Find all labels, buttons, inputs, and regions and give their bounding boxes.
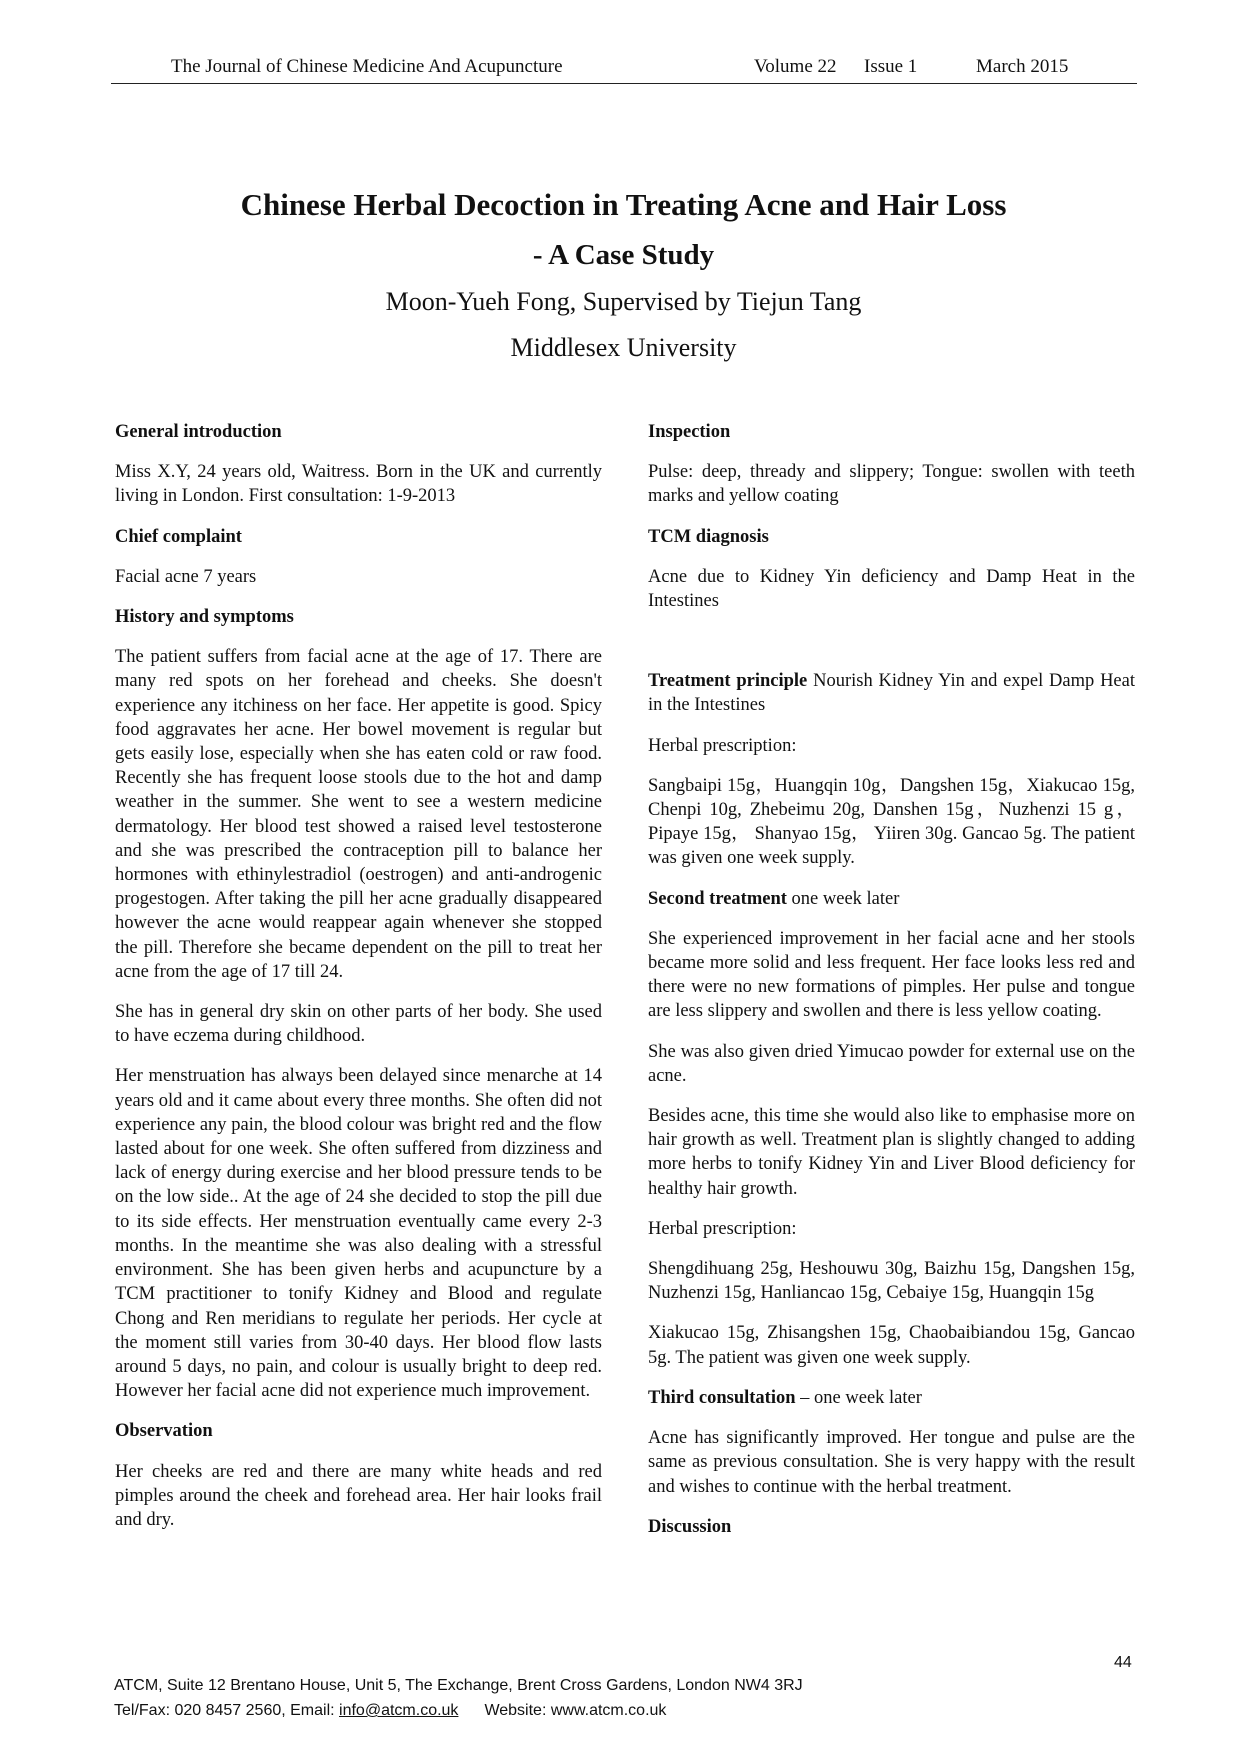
article-subtitle: - A Case Study <box>532 239 715 271</box>
third-consultation-heading <box>648 1386 1135 1410</box>
general-introduction-text: Miss X.Y, 24 years old, Waitress. Born in the UK and currently living in London. First consultation: 1-9-2013 <box>115 462 602 507</box>
footer-contact <box>114 1702 666 1720</box>
footer-email-link[interactable]: info@atcm.co.uk <box>339 1702 459 1719</box>
section-heading-history: History and symptoms <box>115 607 294 628</box>
journal-name: The Journal of Chinese Medicine And Acupuncture <box>171 56 563 77</box>
article-title: Chinese Herbal Decoction in Treating Acne and Hair Loss <box>240 187 1007 222</box>
right-column <box>648 420 1135 1555</box>
herbal-prescription-1: Sangbaipi 15g，Huangqin 10g，Dangshen 15g，Xiakucao 15g, Chenpi 10g, Zhebeimu 20g, Danshen 15g，Nuzhenzi 15 g， Pipaye 15g， Shanyao 15g， Yiiren 30g. Gancao 5g. The patient was given one week supply. <box>648 775 1135 869</box>
observation-text: Her cheeks are red and there are many white heads and red pimples around the cheek and forehead area. Her hair looks frail and dry. <box>115 1461 602 1530</box>
herbal-prescription-2b: Xiakucao 15g, Zhisangshen 15g, Chaobaibiandou 15g, Gancao 5g. The patient was given one week supply. <box>648 1323 1135 1368</box>
herbal-prescription-label-2: Herbal prescription: <box>648 1218 797 1239</box>
section-heading-inspection: Inspection <box>648 422 731 442</box>
treatment-principle <box>648 669 1135 717</box>
tcm-diagnosis-text: Acne due to Kidney Yin deficiency and Damp Heat in the Intestines <box>648 566 1135 612</box>
third-consultation-text: Acne has significantly improved. Her tongue and pulse are the same as previous consultation. She is very happy with the result and wishes to continue with the herbal treatment. <box>648 1428 1135 1497</box>
third-consultation-label-rest: – one week later <box>795 1387 922 1408</box>
second-treatment-paragraph-2: She was also given dried Yimucao powder for external use on the acne. <box>648 1041 1135 1086</box>
footer-address: ATCM, Suite 12 Brentano House, Unit 5, The Exchange, Brent Cross Gardens, London NW4 3RJ <box>114 1677 803 1694</box>
herbal-prescription-label-1: Herbal prescription: <box>648 735 797 756</box>
affiliation: Middlesex University <box>510 333 737 362</box>
history-paragraph-1: The patient suffers from facial acne at the age of 17. There are many red spots on her forehead and cheeks. She doesn't experience any itchiness on her face. Her appetite is good. Spicy food aggravates her acne. Her bowel movement is regular but gets easily lose, especially when she has eaten cold or raw food. Recently she has frequent loose stools due to the hot and damp weather in the summer. She went to see a western medicine dermatology. Her blood test showed a raised level testosterone and she was prescribed the contraception pill to balance her hormones with ethinylestradiol (oestrogen) and anti-androgenic progestogen. After taking the pill her acne gradually disappeared however the acne would reappear again whenever she stopped the pill. Therefore she became dependent on the pill to treat her acne from the age of 17 till 24. <box>115 647 602 982</box>
left-column <box>115 420 602 1548</box>
issue: Issue 1 <box>864 56 918 77</box>
second-treatment-label-rest: one week later <box>786 888 900 909</box>
section-heading-observation: Observation <box>115 1421 213 1442</box>
treatment-principle-label: Treatment principle <box>648 671 808 692</box>
second-treatment-label: Second treatment <box>648 888 787 909</box>
history-paragraph-2: She has in general dry skin on other parts of her body. She used to have eczema during childhood. <box>115 1002 602 1047</box>
volume: Volume 22 <box>754 56 837 77</box>
chief-complaint-text: Facial acne 7 years <box>115 566 257 587</box>
section-heading-general-introduction: General introduction <box>115 422 282 442</box>
history-paragraph-3: Her menstruation has always been delayed since menarche at 14 years old and it came about every three months. She often did not experience any pain, the blood colour was bright red and the flow lasted about for one week. She often suffered from dizziness and lack of energy during exercise and her blood pressure tends to be on the low side.. At the age of 24 she decided to stop the pill due to its side effects. Her menstruation eventually came every 2-3 months. In the meantime she was also dealing with a stressful environment. She has been given herbs and acupuncture by a TCM practitioner to tonify Kidney and Blood and regulate Chong and Ren meridians to regulate her periods. Her cycle at the moment still varies from 30-40 days. Her blood flow lasts around 5 days, no pain, and colour is usually bright to deep red. However her facial acne did not experience much improvement. <box>115 1066 602 1402</box>
inspection-text: Pulse: deep, thready and slippery; Tongue: swollen with teeth marks and yellow coating <box>648 462 1135 507</box>
footer-telfax: Tel/Fax: 020 8457 2560, Email: <box>114 1702 340 1719</box>
second-treatment-paragraph-3: Besides acne, this time she would also like to emphasise more on hair growth as well. Treatment plan is slightly changed to adding more herbs to tonify Kidney Yin and Liver Blood deficiency for healthy hair growth. <box>648 1106 1135 1199</box>
issue-date: March 2015 <box>976 56 1069 77</box>
herbal-prescription-2a: Shengdihuang 25g, Heshouwu 30g, Baizhu 15g, Dangshen 15g, Nuzhenzi 15g, Hanliancao 15g, Cebaiye 15g, Huangqin 15g <box>648 1259 1135 1304</box>
section-heading-chief-complaint: Chief complaint <box>115 526 242 547</box>
section-heading-tcm-diagnosis: TCM diagnosis <box>648 526 769 547</box>
third-consultation-label: Third consultation <box>648 1387 796 1408</box>
treatment-principle-text: Nourish Kidney Yin and expel Damp Heat in the Intestines <box>648 671 1135 716</box>
header-rule <box>111 83 1137 84</box>
authors: Moon-Yueh Fong, Supervised by Tiejun Tang <box>385 287 862 316</box>
section-heading-discussion: Discussion <box>648 1516 732 1537</box>
footer-website[interactable]: Website: www.atcm.co.uk <box>484 1702 667 1719</box>
second-treatment-paragraph-1: She experienced improvement in her facial acne and her stools became more solid and less frequent. Her face looks less red and there were no new formations of pimples. Her pulse and tongue are less slippery and swollen and there is less yellow coating. <box>648 928 1135 1022</box>
page-number: 44 <box>1114 1654 1132 1671</box>
second-treatment-heading <box>648 887 1135 911</box>
